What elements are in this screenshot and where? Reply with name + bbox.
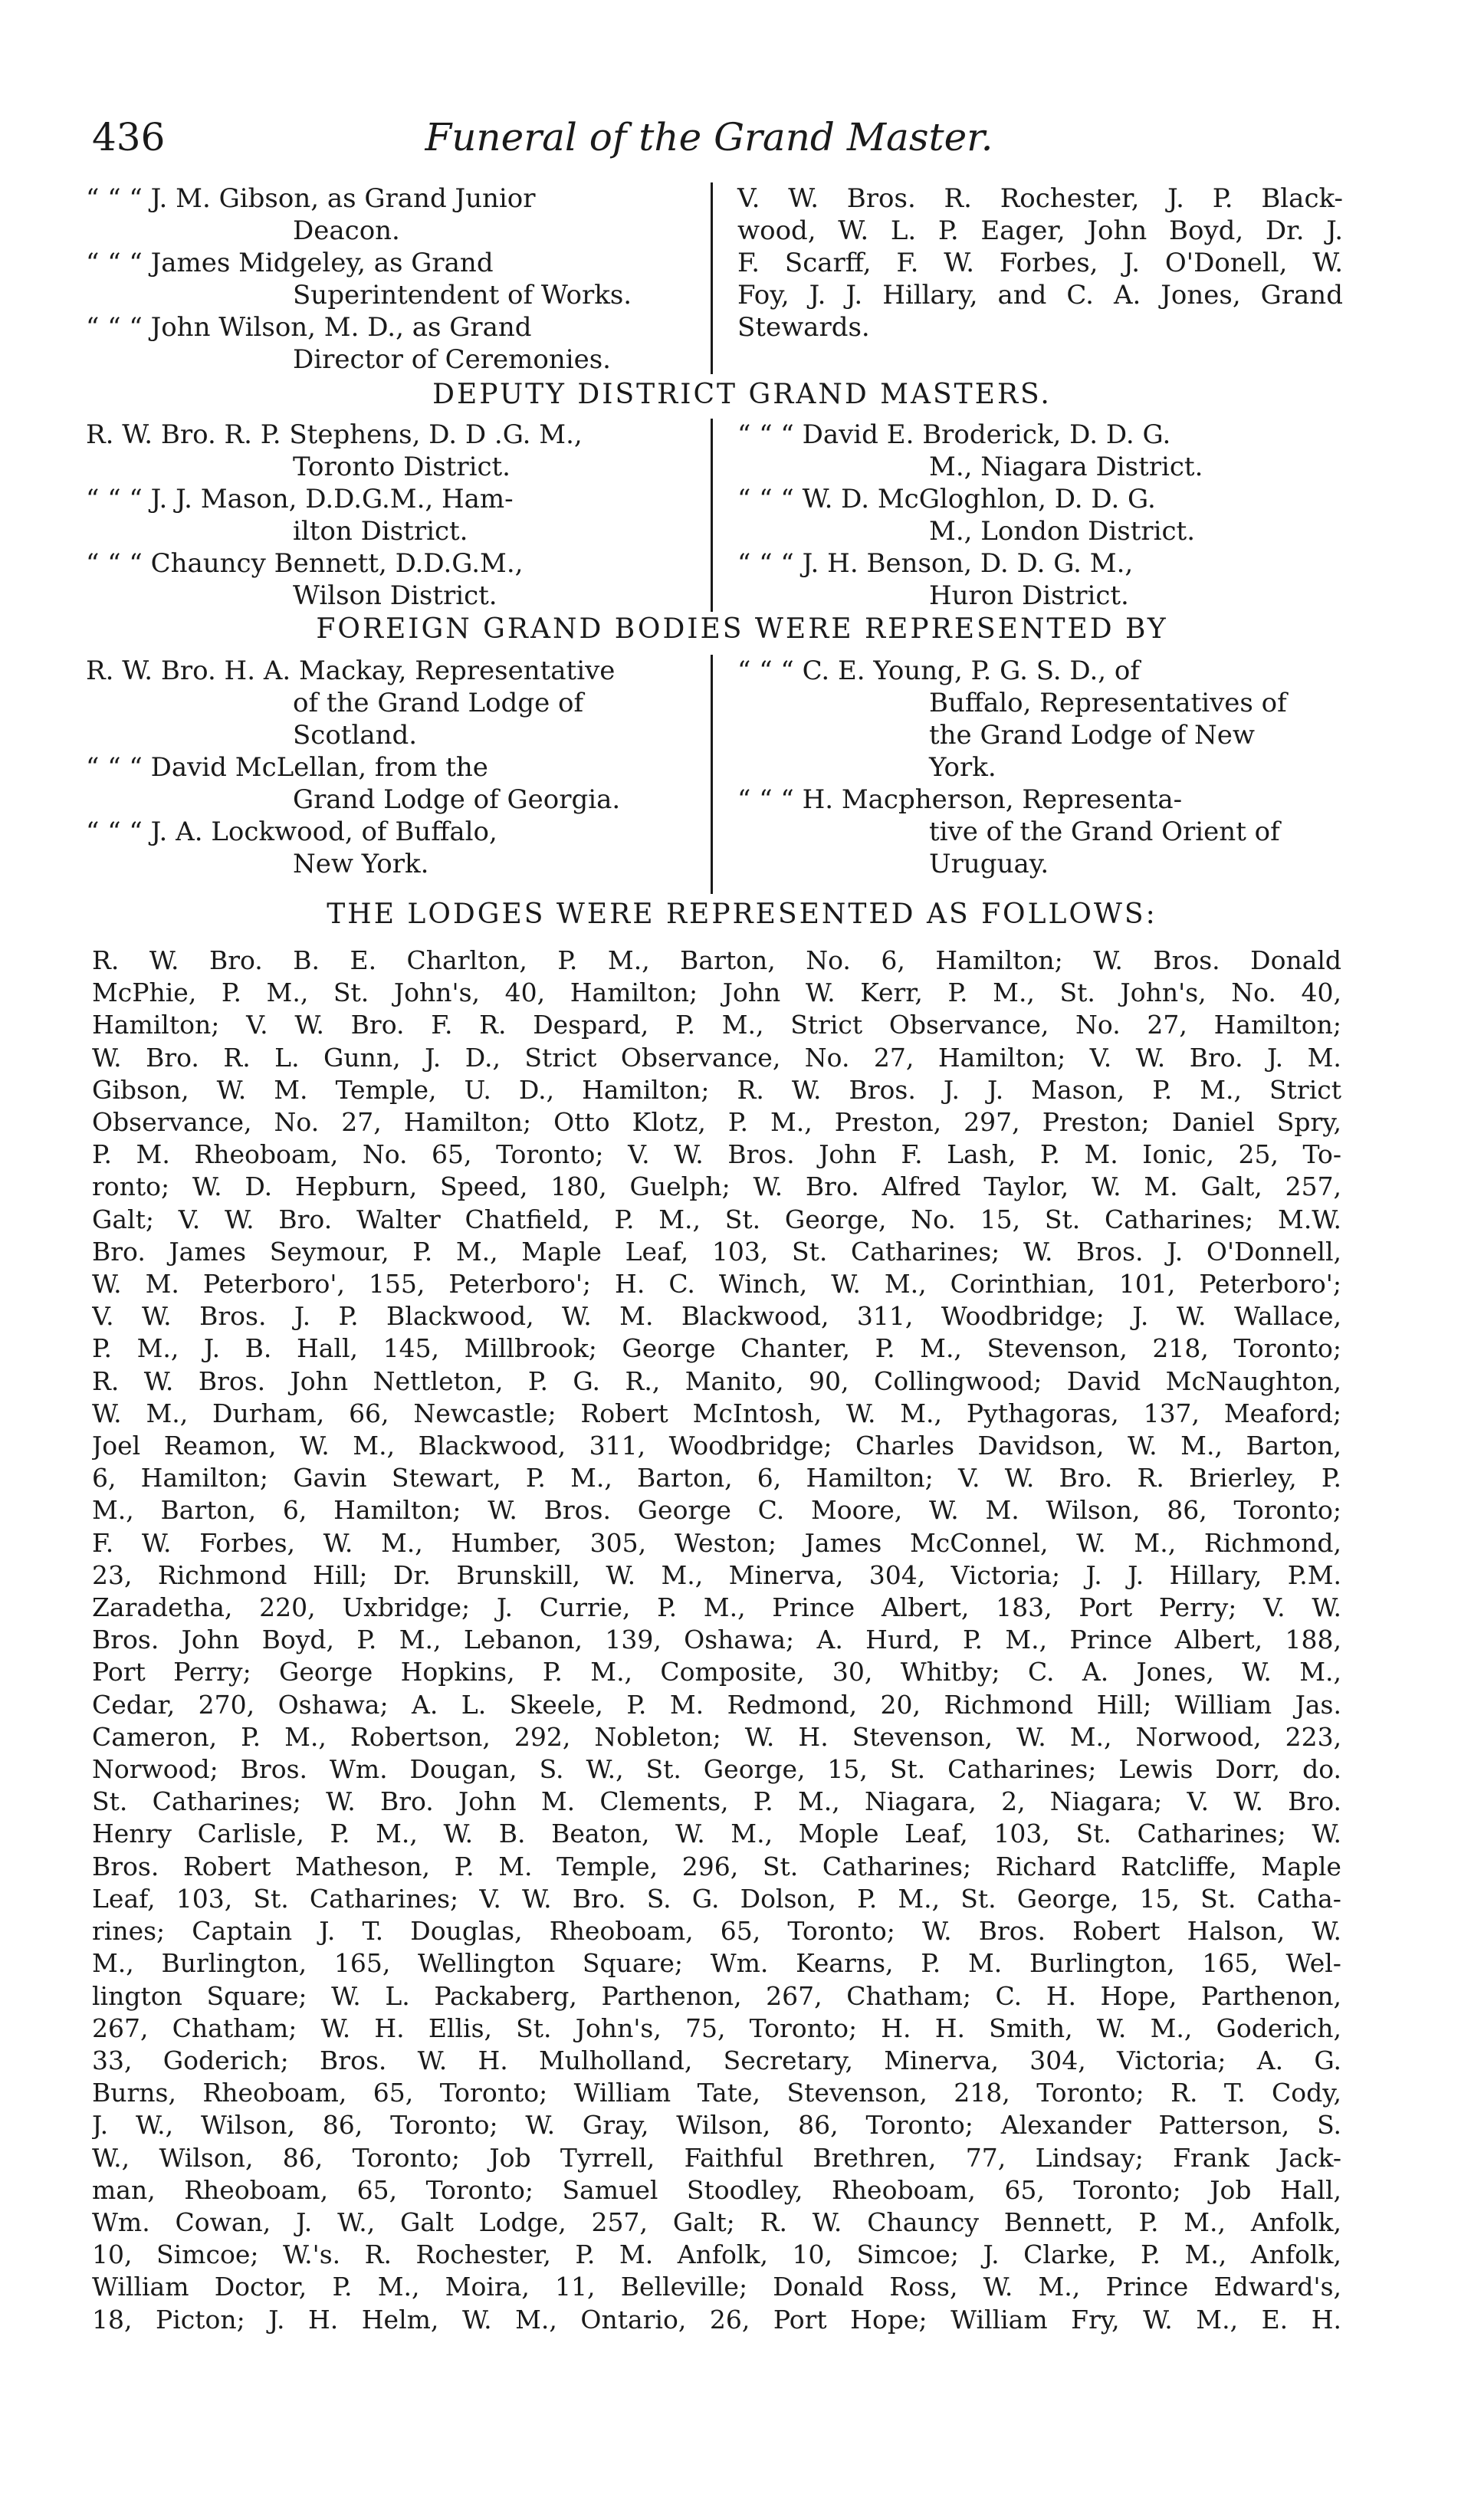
entry-line: “ “ “ W. D. McGloghlon, D. D. G.: [737, 484, 1156, 514]
representative-entry: [86, 816, 691, 880]
deputy-right-column: [737, 419, 1343, 612]
entry-continuation: M., Niagara District.: [929, 452, 1203, 482]
entry-line: “ “ “ J. J. Mason, D.D.G.M., Ham-: [86, 484, 514, 514]
paragraph-line: Hamilton; V. W. Bro. F. R. Despard, P. M., Strict Observance, No. 27, Hamilton;: [92, 1010, 1341, 1040]
paragraph-line: rines; Captain J. T. Douglas, Rheoboam, 65, Toronto; W. Bros. Robert Halson, W.: [92, 1916, 1341, 1947]
entry-continuation: Uruguay.: [929, 849, 1049, 879]
entry-line: “ “ “ David E. Broderick, D. D. G.: [737, 419, 1171, 450]
paragraph-line: Bro. James Seymour, P. M., Maple Leaf, 103, St. Catharines; W. Bros. J. O'Donnell,: [92, 1236, 1341, 1267]
paragraph-line: F. Scarff, F. W. Forbes, J. O'Donell, W.: [737, 248, 1344, 278]
entry-line: R. W. Bro. R. P. Stephens, D. D .G. M.,: [86, 419, 583, 450]
paragraph-line: Henry Carlisle, P. M., W. B. Beaton, W. M., Mople Leaf, 103, St. Catharines; W.: [92, 1819, 1341, 1849]
paragraph-line: 23, Richmond Hill; Dr. Brunskill, W. M., Minerva, 304, Victoria; J. J. Hillary, P.M.: [92, 1559, 1341, 1590]
entry-continuation: Buffalo, Representatives of: [929, 688, 1287, 718]
entry-continuation: Toronto District.: [293, 452, 511, 482]
paragraph-line: J. W., Wilson, 86, Toronto; W. Gray, Wilson, 86, Toronto; Alexander Patterson, S.: [92, 2110, 1341, 2141]
entry-line: R. W. Bro. H. A. Mackay, Representative: [86, 656, 616, 686]
page-header: [92, 115, 1326, 176]
grand-officers-left-column: [86, 182, 691, 376]
entry-continuation: Huron District.: [929, 580, 1129, 611]
entry-line: “ “ “ H. Macpherson, Representa-: [737, 784, 1183, 815]
paragraph-line: Port Perry; George Hopkins, P. M., Composite, 30, Whitby; C. A. Jones, W. M.,: [92, 1657, 1341, 1687]
column-divider: [711, 182, 713, 374]
section-heading-lodges: THE LODGES WERE REPRESENTED AS FOLLOWS:: [327, 899, 1157, 930]
paragraph-line: 6, Hamilton; Gavin Stewart, P. M., Barton, 6, Hamilton; V. W. Bro. R. Brierley, P.: [92, 1463, 1341, 1493]
representative-entry: [86, 655, 691, 751]
grand-officers-block: [86, 182, 1343, 374]
representative-entry: [86, 751, 691, 816]
entry-line: “ “ “ C. E. Young, P. G. S. D., of: [737, 656, 1140, 686]
officer-entry: [86, 311, 691, 376]
foreign-left-column: [86, 655, 691, 880]
deputy-district-block: [86, 419, 1343, 612]
paragraph-line: W. M., Durham, 66, Newcastle; Robert McIntosh, W. M., Pythagoras, 137, Meaford;: [92, 1398, 1341, 1428]
entry-continuation: New York.: [293, 849, 429, 879]
entry-continuation: M., London District.: [929, 516, 1196, 547]
entry-continuation: of the Grand Lodge of: [293, 688, 584, 718]
representative-entry: [737, 655, 1343, 784]
section-heading-deputy: DEPUTY DISTRICT GRAND MASTERS.: [432, 379, 1052, 410]
paragraph-line: V. W. Bros. J. P. Blackwood, W. M. Blackwood, 311, Woodbridge; J. W. Wallace,: [92, 1301, 1341, 1332]
entry-continuation: Grand Lodge of Georgia.: [293, 784, 621, 815]
page-number: 436: [92, 115, 166, 159]
grand-stewards-paragraph: [737, 182, 1343, 343]
paragraph-line: Galt; V. W. Bro. Walter Chatfield, P. M., St. George, No. 15, St. Catharines; M.W.: [92, 1204, 1341, 1234]
paragraph-line: wood, W. L. P. Eager, John Boyd, Dr. J.: [737, 215, 1343, 246]
paragraph-line: M., Burlington, 165, Wellington Square; Wm. Kearns, P. M. Burlington, 165, Wel-: [92, 1948, 1341, 1979]
entry-line: “ “ “ John Wilson, M. D., as Grand: [86, 312, 532, 343]
entry-line: “ “ “ J. A. Lockwood, of Buffalo,: [86, 817, 497, 847]
paragraph-line: St. Catharines; W. Bro. John M. Clements, P. M., Niagara, 2, Niagara; V. W. Bro.: [92, 1786, 1341, 1817]
entry-continuation: the Grand Lodge of New: [929, 720, 1255, 751]
deputy-entry: [737, 419, 1343, 483]
paragraph-line: P. M. Rheoboam, No. 65, Toronto; V. W. Bros. John F. Lash, P. M. Ionic, 25, To-: [92, 1139, 1341, 1170]
paragraph-line: W. Bro. R. L. Gunn, J. D., Strict Observance, No. 27, Hamilton; V. W. Bro. J. M.: [92, 1042, 1341, 1073]
lodges-paragraph: [92, 945, 1341, 2336]
entry-continuation: Scotland.: [293, 720, 418, 751]
paragraph-line: ronto; W. D. Hepburn, Speed, 180, Guelph; W. Bro. Alfred Taylor, W. M. Galt, 257,: [92, 1171, 1341, 1202]
deputy-entry: [86, 547, 691, 612]
entry-line: “ “ “ Chauncy Bennett, D.D.G.M.,: [86, 548, 524, 579]
paragraph-line: W. M. Peterboro', 155, Peterboro'; H. C. Winch, W. M., Corinthian, 101, Peterboro';: [92, 1269, 1341, 1300]
paragraph-line: Burns, Rheoboam, 65, Toronto; William Tate, Stevenson, 218, Toronto; R. T. Cody,: [92, 2078, 1341, 2108]
paragraph-line: 18, Picton; J. H. Helm, W. M., Ontario, 26, Port Hope; William Fry, W. M., E. H.: [92, 2304, 1341, 2335]
entry-continuation: tive of the Grand Orient of: [929, 817, 1280, 847]
representative-entry: [737, 784, 1343, 880]
deputy-entry: [86, 419, 691, 483]
deputy-entry: [737, 483, 1343, 547]
paragraph-line: Stewards.: [737, 312, 870, 343]
entry-line: “ “ “ J. H. Benson, D. D. G. M.,: [737, 548, 1134, 579]
foreign-bodies-block: [86, 655, 1343, 894]
paragraph-line: Cedar, 270, Oshawa; A. L. Skeele, P. M. Redmond, 20, Richmond Hill; William Jas.: [92, 1689, 1341, 1720]
paragraph-line: V. W. Bros. R. Rochester, J. P. Black-: [737, 183, 1343, 214]
paragraph-line: Bros. John Boyd, P. M., Lebanon, 139, Oshawa; A. Hurd, P. M., Prince Albert, 188,: [92, 1625, 1341, 1655]
entry-continuation: York.: [929, 752, 996, 783]
entry-line: “ “ “ J. M. Gibson, as Grand Junior: [86, 183, 536, 214]
foreign-right-column: [737, 655, 1343, 880]
officer-entry: [86, 182, 691, 247]
entry-line: “ “ “ David McLellan, from the: [86, 752, 488, 783]
entry-continuation: Deacon.: [293, 215, 400, 246]
column-divider: [711, 419, 713, 612]
paragraph-line: 33, Goderich; Bros. W. H. Mulholland, Secretary, Minerva, 304, Victoria; A. G.: [92, 2045, 1341, 2075]
entry-line: “ “ “ James Midgeley, as Grand: [86, 248, 494, 278]
paragraph-line: M., Barton, 6, Hamilton; W. Bros. George C. Moore, W. M. Wilson, 86, Toronto;: [92, 1495, 1341, 1526]
paragraph-line: lington Square; W. L. Packaberg, Parthenon, 267, Chatham; C. H. Hope, Parthenon,: [92, 1980, 1341, 2011]
paragraph-line: Zaradetha, 220, Uxbridge; J. Currie, P. M., Prince Albert, 183, Port Perry; V. W.: [92, 1592, 1341, 1623]
paragraph-line: McPhie, P. M., St. John's, 40, Hamilton; John W. Kerr, P. M., St. John's, No. 40,: [92, 978, 1341, 1008]
paragraph-line: William Doctor, P. M., Moira, 11, Belleville; Donald Ross, W. M., Prince Edward's,: [92, 2272, 1341, 2302]
running-head: Funeral of the Grand Master.: [425, 115, 993, 159]
paragraph-line: F. W. Forbes, W. M., Humber, 305, Weston; James McConnel, W. M., Richmond,: [92, 1527, 1341, 1558]
paragraph-line: Bros. Robert Matheson, P. M. Temple, 296, St. Catharines; Richard Ratcliffe, Maple: [92, 1851, 1341, 1881]
paragraph-line: P. M., J. B. Hall, 145, Millbrook; George Chanter, P. M., Stevenson, 218, Toronto;: [92, 1333, 1341, 1364]
paragraph-line: R. W. Bros. John Nettleton, P. G. R., Manito, 90, Collingwood; David McNaughton,: [92, 1365, 1341, 1396]
paragraph-line: 10, Simcoe; W.'s. R. Rochester, P. M. Anfolk, 10, Simcoe; J. Clarke, P. M., Anfolk,: [92, 2239, 1341, 2270]
deputy-left-column: [86, 419, 691, 612]
paragraph-line: Leaf, 103, St. Catharines; V. W. Bro. S. G. Dolson, P. M., St. George, 15, St. Catha-: [92, 1883, 1341, 1914]
paragraph-line: Foy, J. J. Hillary, and C. A. Jones, Grand: [737, 280, 1343, 311]
paragraph-line: W., Wilson, 86, Toronto; Job Tyrrell, Faithful Brethren, 77, Lindsay; Frank Jack-: [92, 2142, 1341, 2173]
deputy-entry: [86, 483, 691, 547]
paragraph-line: Observance, No. 27, Hamilton; Otto Klotz, P. M., Preston, 297, Preston; Daniel Spry,: [92, 1107, 1341, 1138]
paragraph-line: Joel Reamon, W. M., Blackwood, 311, Woodbridge; Charles Davidson, W. M., Barton,: [92, 1431, 1341, 1461]
entry-continuation: Director of Ceremonies.: [293, 344, 611, 375]
paragraph-line: R. W. Bro. B. E. Charlton, P. M., Barton, No. 6, Hamilton; W. Bros. Donald: [92, 945, 1341, 975]
paragraph-line: Wm. Cowan, J. W., Galt Lodge, 257, Galt; R. W. Chauncy Bennett, P. M., Anfolk,: [92, 2206, 1341, 2237]
officer-entry: [86, 247, 691, 311]
paragraph-line: man, Rheoboam, 65, Toronto; Samuel Stoodley, Rheoboam, 65, Toronto; Job Hall,: [92, 2174, 1341, 2205]
deputy-entry: [737, 547, 1343, 612]
entry-continuation: ilton District.: [293, 516, 468, 547]
section-heading-foreign: FOREIGN GRAND BODIES WERE REPRESENTED BY: [316, 613, 1168, 645]
paragraph-line: 267, Chatham; W. H. Ellis, St. John's, 75, Toronto; H. H. Smith, W. M., Goderich,: [92, 2013, 1341, 2043]
column-divider: [711, 655, 713, 894]
paragraph-line: Norwood; Bros. Wm. Dougan, S. W., St. George, 15, St. Catharines; Lewis Dorr, do.: [92, 1754, 1341, 1785]
entry-continuation: Wilson District.: [293, 580, 497, 611]
paragraph-line: Gibson, W. M. Temple, U. D., Hamilton; R. W. Bros. J. J. Mason, P. M., Strict: [92, 1074, 1341, 1105]
paragraph-line: Cameron, P. M., Robertson, 292, Nobleton; W. H. Stevenson, W. M., Norwood, 223,: [92, 1721, 1341, 1752]
entry-continuation: Superintendent of Works.: [293, 280, 632, 311]
